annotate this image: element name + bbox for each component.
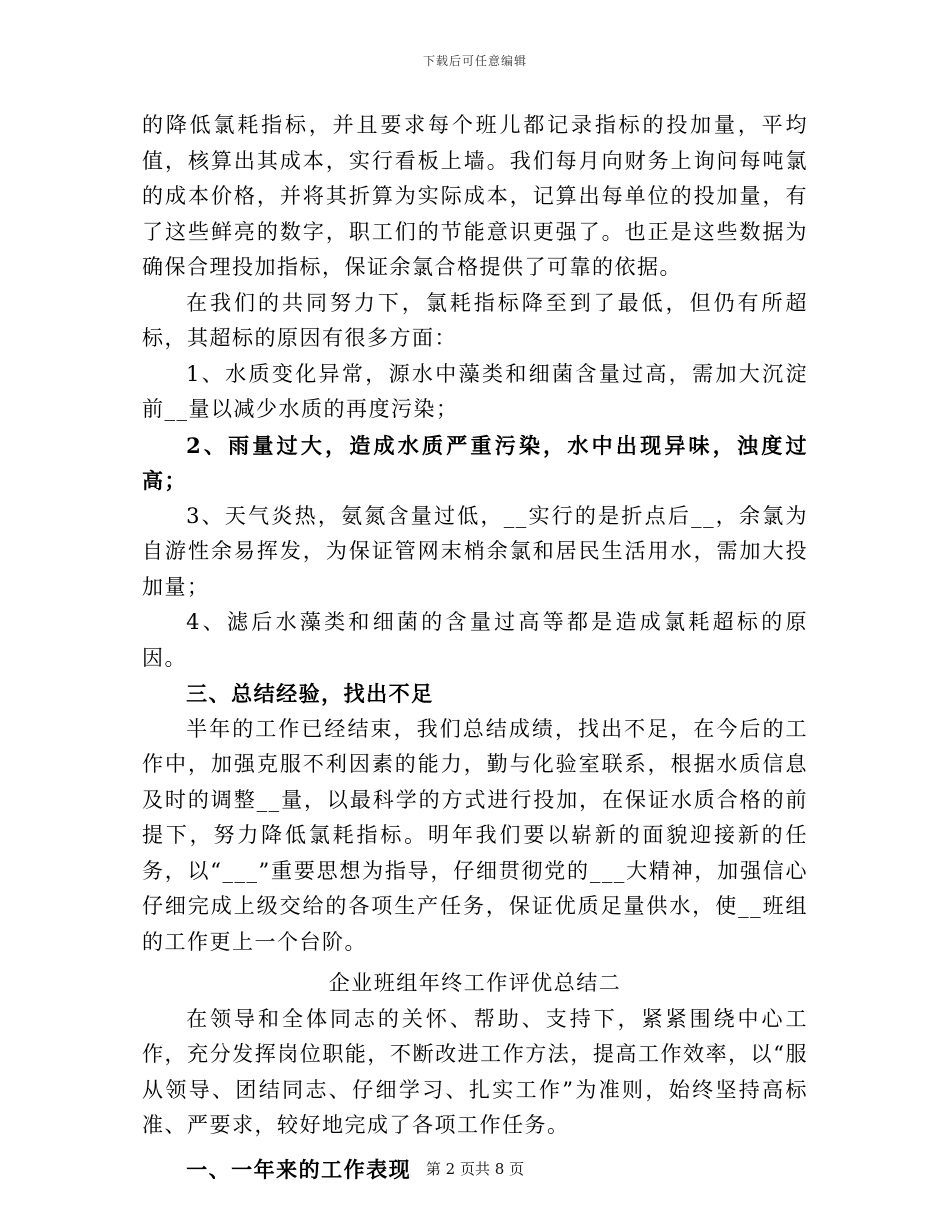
document-subtitle: 企业班组年终工作评优总结二 [328, 971, 622, 995]
paragraph-intro-two: 在领导和全体同志的关怀、帮助、支持下，紧紧围绕中心工作，充分发挥岗位职能，不断改进工作方法，提高工作效率，以“服从领导、团结同志、仔细学习、扎实工作”为准则，始终坚持高标准、严要求，较好地完成了各项工作任务。 [142, 1006, 808, 1137]
section-heading-performance: 一、一年来的工作表现 [186, 1156, 412, 1182]
list-item-reason-2: 2、雨量过大，造成水质严重污染，水中出现异味，浊度过高； [142, 432, 808, 493]
page-header: 下载后可任意编辑 [422, 54, 527, 68]
section-heading-summary: 三、总结经验，找出不足 [186, 681, 434, 706]
list-item-reason-4: 4、滤后水藻类和细菌的含量过高等都是造成氯耗超标的原因。 [142, 610, 808, 670]
page-footer: 第 2 页共 8 页 [425, 1160, 525, 1178]
paragraph-summary: 半年的工作已经结束，我们总结成绩，找出不足，在今后的工作中，加强克服不利因素的能力，勤与化验室联系，根据水质信息及时的调整__量，以最科学的方式进行投加，在保证水质合格的前提下，努力降低氯耗指标。明年我们要以崭新的面貌迎接新的任务，以“___”重要思想为指导，仔细贯彻党的___大精神，加强信心仔细完成上级交给的各项生产任务，保证优质足量供水，使__班组的工作更上一个台阶。 [142, 716, 808, 954]
paragraph-continuation: 的降低氯耗指标，并且要求每个班儿都记录指标的投加量，平均值，核算出其成本，实行看板上墙。我们每月向财务上询问每吨氯的成本价格，并将其折算为实际成本，记算出每单位的投加量，有了这些鲜亮的数字，职工们的节能意识更强了。也正是这些数据为确保合理投加指标，保证余氯合格提供了可靠的依据。 [142, 113, 808, 279]
list-item-reason-1: 1、水质变化异常，源水中藻类和细菌含量过高，需加大沉淀前__量以减少水质的再度污染； [142, 361, 808, 421]
paragraph-overrun-intro: 在我们的共同努力下，氯耗指标降至到了最低，但仍有所超标，其超标的原因有很多方面： [142, 290, 808, 350]
document-body [142, 108, 808, 1187]
list-item-reason-3: 3、天气炎热，氨氮含量过低，__实行的是折点后__，余氯为自游性余易挥发，为保证管网末梢余氯和居民生活用水，需加大投加量； [142, 503, 808, 599]
